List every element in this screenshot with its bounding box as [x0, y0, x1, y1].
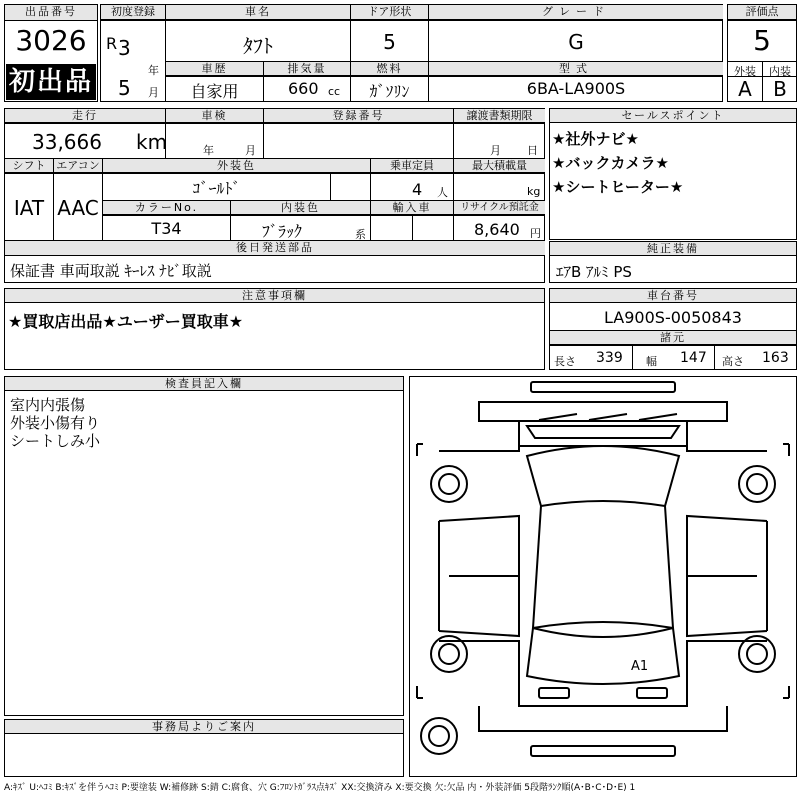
- first-listing-badge: 初出品: [6, 64, 96, 100]
- int-score: B: [773, 77, 787, 101]
- history-value: 自家用: [190, 82, 239, 101]
- legend-text: A:ｷｽﾞ U:ﾍｺﾐ B:ｷｽﾞを伴うﾍｺﾐ P:要塗装 W:補修跡 S:錆 C:腐食、穴 G:ﾌﾛﾝﾄｶﾞﾗｽ点ｷｽﾞ XX:交換済み X:要交換 欠:欠品 内・外装評価 5段階ﾗﾝｸ順(A･B･C･D･E) 1: [4, 783, 636, 793]
- selling-point-3: ★シートヒーター★: [552, 178, 684, 196]
- selling-point-2: ★バックカメラ★: [552, 154, 669, 172]
- era-label: R: [106, 34, 118, 53]
- name-label: 車名: [166, 5, 350, 20]
- office-label: 事務局よりご案内: [5, 720, 403, 734]
- mileage-unit: km: [136, 130, 168, 154]
- import-label: 輸入車: [371, 201, 453, 215]
- inspector-note-2: 外装小傷有り: [10, 414, 101, 432]
- ext-label: 外装: [734, 65, 756, 78]
- capacity-unit: 人: [437, 186, 448, 199]
- damage-mark-a1: A1: [631, 659, 649, 674]
- inspector-note-1: 室内内張傷: [10, 396, 86, 414]
- later-parts-label: 後日発送部品: [5, 241, 545, 256]
- height-label: 高さ: [722, 355, 744, 368]
- chassis-label: 車台番号: [550, 289, 796, 303]
- lot-number: 3026: [15, 24, 87, 57]
- interior-unit: 系: [355, 228, 366, 241]
- inspection-label: 車検: [166, 109, 263, 123]
- load-unit: kg: [527, 185, 541, 198]
- recycle-label: リサイクル預託金: [454, 201, 545, 215]
- colorno-value: T34: [151, 219, 182, 238]
- displacement-unit: cc: [328, 85, 341, 98]
- int-label: 内装: [769, 65, 791, 78]
- lot-label: 出品番号: [5, 5, 97, 21]
- colorno-label: カラーNo.: [103, 201, 230, 215]
- interior-value: ﾌﾞﾗｯｸ: [262, 222, 303, 241]
- inspection-month: 月: [245, 144, 256, 157]
- width-label: 幅: [646, 355, 657, 368]
- inspector-label: 検査員記入欄: [5, 377, 403, 391]
- interior-label: 内装色: [231, 201, 370, 215]
- grade-label: グレード: [429, 5, 723, 20]
- ext-score: A: [738, 77, 752, 101]
- genuine-value: ｴｱB ｱﾙﾐ PS: [556, 263, 632, 281]
- month-unit: 月: [148, 86, 159, 99]
- width-value: 147: [680, 350, 707, 366]
- model-label: 型式: [429, 62, 723, 76]
- ac-label: エアコン: [54, 159, 102, 173]
- reg-label: 初度登録: [101, 5, 165, 20]
- plate-label: 登録番号: [264, 109, 453, 123]
- car-diagram: [409, 376, 797, 777]
- recycle-unit: 円: [530, 227, 541, 240]
- capacity-label: 乗車定員: [371, 159, 453, 173]
- inspector-note-3: シートしみ小: [10, 432, 101, 450]
- door-label: ドア形状: [351, 5, 428, 20]
- car-name: ﾀﾌﾄ: [243, 34, 273, 58]
- displacement-value: 660: [288, 79, 319, 98]
- selling-point-1: ★社外ナビ★: [552, 130, 639, 148]
- transfer-label: 譲渡書類期限: [454, 109, 545, 123]
- transfer-month: 月: [490, 144, 501, 157]
- length-value: 339: [596, 350, 623, 366]
- caution-label: 注意事項欄: [5, 289, 544, 303]
- transfer-day: 日: [527, 144, 538, 157]
- model-value: 6BA-LA900S: [526, 79, 626, 98]
- later-parts-value: 保証書 車両取説 ｷｰﾚｽ ﾅﾋﾞ取説: [10, 262, 212, 280]
- load-label: 最大積載量: [454, 159, 545, 173]
- displacement-label: 排気量: [264, 62, 350, 76]
- recycle-value: 8,640: [474, 220, 520, 239]
- reg-year: 3: [118, 36, 131, 60]
- dims-label: 諸元: [550, 331, 796, 345]
- fuel-value: ｶﾞｿﾘﾝ: [369, 82, 410, 101]
- shift-value: IAT: [13, 196, 45, 220]
- mileage-value: 33,666: [32, 130, 102, 154]
- length-label: 長さ: [554, 355, 576, 368]
- height-value: 163: [762, 350, 789, 366]
- door-value: 5: [383, 30, 396, 54]
- genuine-label: 純正装備: [550, 242, 796, 256]
- year-unit: 年: [148, 64, 159, 77]
- inspection-year: 年: [203, 144, 214, 157]
- color-label: 外装色: [103, 159, 370, 173]
- grade-value: G: [568, 30, 584, 54]
- score-label: 評価点: [728, 5, 796, 20]
- caution-value: ★買取店出品★ユーザー買取車★: [8, 312, 244, 331]
- ac-value: AAC: [57, 196, 99, 220]
- fuel-label: 燃料: [351, 62, 428, 76]
- score-value: 5: [753, 24, 771, 57]
- color-value: ｺﾞｰﾙﾄﾞ: [192, 179, 241, 198]
- capacity-value: 4: [412, 180, 423, 199]
- selling-points-label: セールスポイント: [550, 109, 796, 123]
- history-label: 車歴: [166, 62, 263, 76]
- reg-month: 5: [118, 76, 131, 100]
- shift-label: シフト: [5, 159, 53, 173]
- chassis-value: LA900S-0050843: [604, 308, 742, 327]
- mileage-label: 走行: [5, 109, 165, 123]
